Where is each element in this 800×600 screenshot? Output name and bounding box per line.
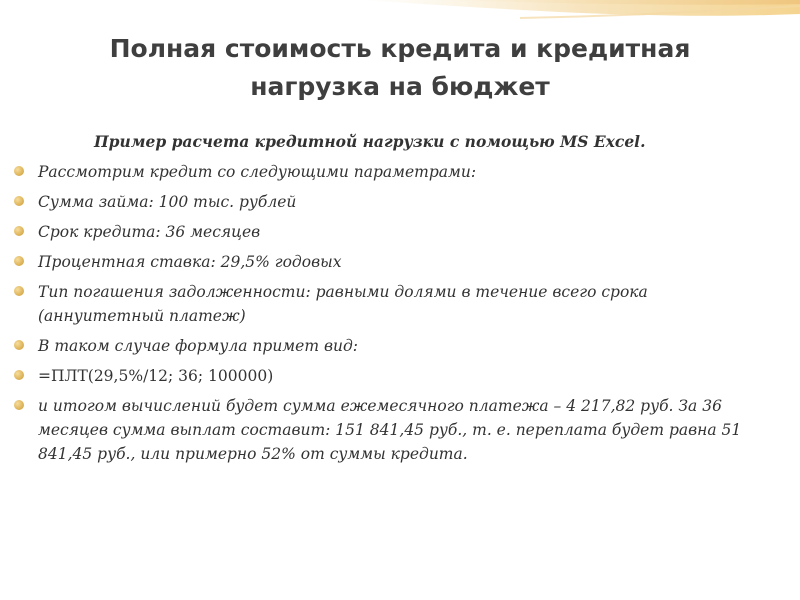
bullet-text: Тип погашения задолженности: равными долями в течение всего срока (аннуитетный платеж) (38, 283, 648, 325)
list-item (14, 364, 774, 388)
bullet-dot-icon (14, 256, 24, 266)
list-item (14, 394, 774, 466)
bullet-dot-icon (14, 286, 24, 296)
slide-content (14, 130, 774, 472)
bullet-text: В таком случае формула примет вид: (38, 337, 358, 355)
slide-subtitle: Пример расчета кредитной нагрузки с помощью MS Excel. (94, 132, 646, 151)
bullet-text: Рассмотрим кредит со следующими параметрами: (38, 163, 477, 181)
gold-glow-decoration (70, 540, 730, 600)
list-item (14, 250, 774, 274)
list-item (14, 160, 774, 184)
formula-text: =ПЛТ(29,5%/12; 36; 100000) (38, 367, 274, 385)
bullet-dot-icon (14, 226, 24, 236)
bullet-list (14, 160, 774, 466)
bullet-dot-icon (14, 400, 24, 410)
bullet-text: и итогом вычислений будет сумма ежемесячного платежа – 4 217,82 руб. За 36 месяцев сумма выплат составит: 151 841,45 руб., т. е. переплата будет равна 51 841,45 руб., или примерно 52% от суммы кредита. (38, 397, 742, 463)
bullet-text: Процентная ставка: 29,5% годовых (38, 253, 342, 271)
gold-swoosh-decoration (360, 0, 800, 18)
list-item (14, 220, 774, 244)
slide-title (40, 30, 760, 106)
slide-title-line-2: нагрузка на бюджет (250, 72, 550, 101)
bullet-dot-icon (14, 196, 24, 206)
slide-title-line-1: Полная стоимость кредита и кредитная (109, 34, 691, 63)
list-item (14, 334, 774, 358)
list-item (14, 280, 774, 328)
list-item (14, 190, 774, 214)
bullet-dot-icon (14, 370, 24, 380)
bullet-text: Срок кредита: 36 месяцев (38, 223, 261, 241)
bullet-dot-icon (14, 340, 24, 350)
bullet-dot-icon (14, 166, 24, 176)
bullet-text: Сумма займа: 100 тыс. рублей (38, 193, 297, 211)
